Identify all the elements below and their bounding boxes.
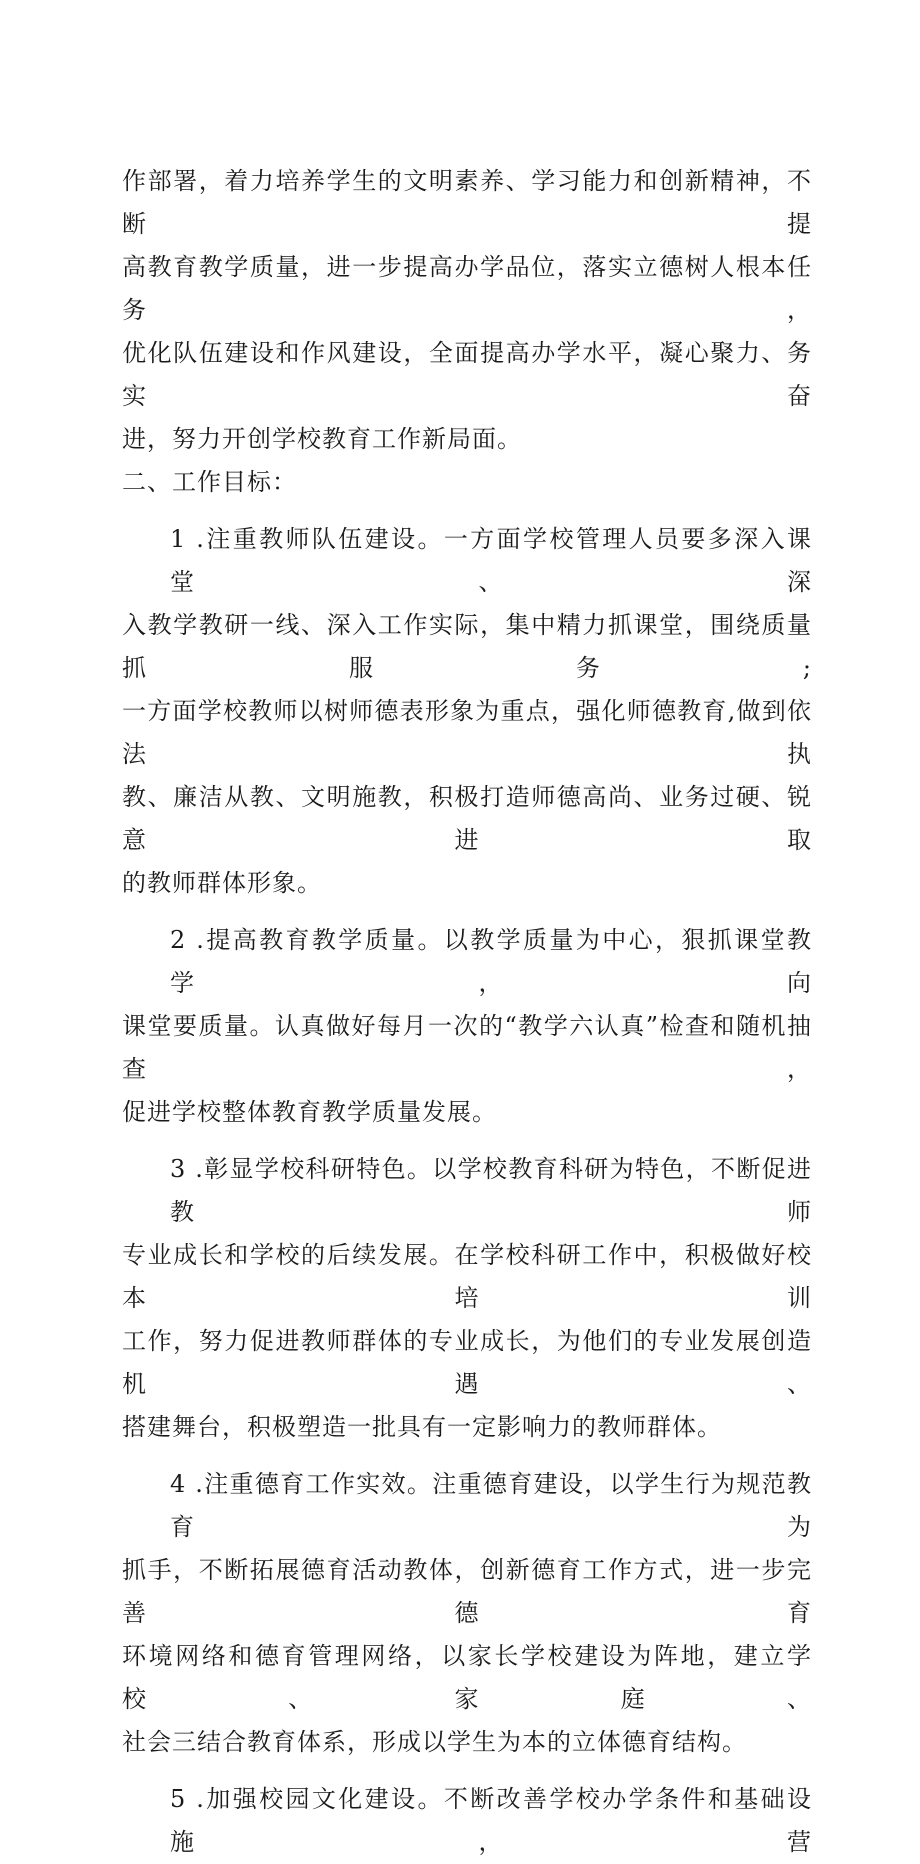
text-line: 4 .注重德育工作实效。注重德育建设，以学生行为规范教育为 bbox=[170, 1470, 812, 1541]
text-line: 社会三结合教育体系，形成以学生为本的立体德育结构。 bbox=[122, 1728, 747, 1756]
text-line: 促进学校整体教育教学质量发展。 bbox=[122, 1098, 497, 1126]
goal-item-3 bbox=[122, 1148, 812, 1449]
text-line: 高教育教学质量，进一步提高办学品位，落实立德树人根本任务， bbox=[122, 253, 812, 324]
text-line: 教、廉洁从教、文明施教，积极打造师德高尚、业务过硬、锐意进取 bbox=[122, 783, 812, 854]
goal-item-5 bbox=[122, 1778, 812, 1864]
text-line: 进，努力开创学校教育工作新局面。 bbox=[122, 425, 522, 453]
text-line: 1 .注重教师队伍建设。一方面学校管理人员要多深入课堂、深 bbox=[170, 525, 812, 596]
document-body bbox=[122, 160, 812, 1864]
text-line: 优化队伍建设和作风建设，全面提高办学水平，凝心聚力、务实奋 bbox=[122, 339, 812, 410]
text-line: 课堂要质量。认真做好每月一次的“教学六认真”检查和随机抽查， bbox=[122, 1012, 812, 1083]
goal-item-2 bbox=[122, 919, 812, 1134]
text-line: 入教学教研一线、深入工作实际，集中精力抓课堂，围绕质量抓服务; bbox=[122, 611, 812, 682]
goal-item-1 bbox=[122, 518, 812, 905]
text-line: 一方面学校教师以树师德表形象为重点，强化师德教育,做到依法执 bbox=[122, 697, 812, 768]
text-line: 工作，努力促进教师群体的专业成长，为他们的专业发展创造机遇、 bbox=[122, 1327, 812, 1398]
text-line: 作部署，着力培养学生的文明素养、学习能力和创新精神，不断提 bbox=[122, 167, 812, 238]
goal-item-4 bbox=[122, 1463, 812, 1764]
text-line: 2 .提高教育教学质量。以教学质量为中心，狠抓课堂教学，向 bbox=[170, 926, 812, 997]
text-line: 的教师群体形象。 bbox=[122, 869, 322, 897]
text-line: 专业成长和学校的后续发展。在学校科研工作中，积极做好校本培训 bbox=[122, 1241, 812, 1312]
text-line: 环境网络和德育管理网络，以家长学校建设为阵地，建立学校、家庭、 bbox=[122, 1642, 812, 1713]
section-heading: 二、工作目标： bbox=[122, 468, 297, 496]
intro-paragraph bbox=[122, 160, 812, 461]
text-line: 抓手，不断拓展德育活动教体，创新德育工作方式，进一步完善德育 bbox=[122, 1556, 812, 1627]
text-line: 搭建舞台，积极塑造一批具有一定影响力的教师群体。 bbox=[122, 1413, 722, 1441]
text-line: 3 .彰显学校科研特色。以学校教育科研为特色，不断促进教师 bbox=[170, 1155, 812, 1226]
text-line: 5 .加强校园文化建设。不断改善学校办学条件和基础设施，营 bbox=[170, 1785, 812, 1856]
